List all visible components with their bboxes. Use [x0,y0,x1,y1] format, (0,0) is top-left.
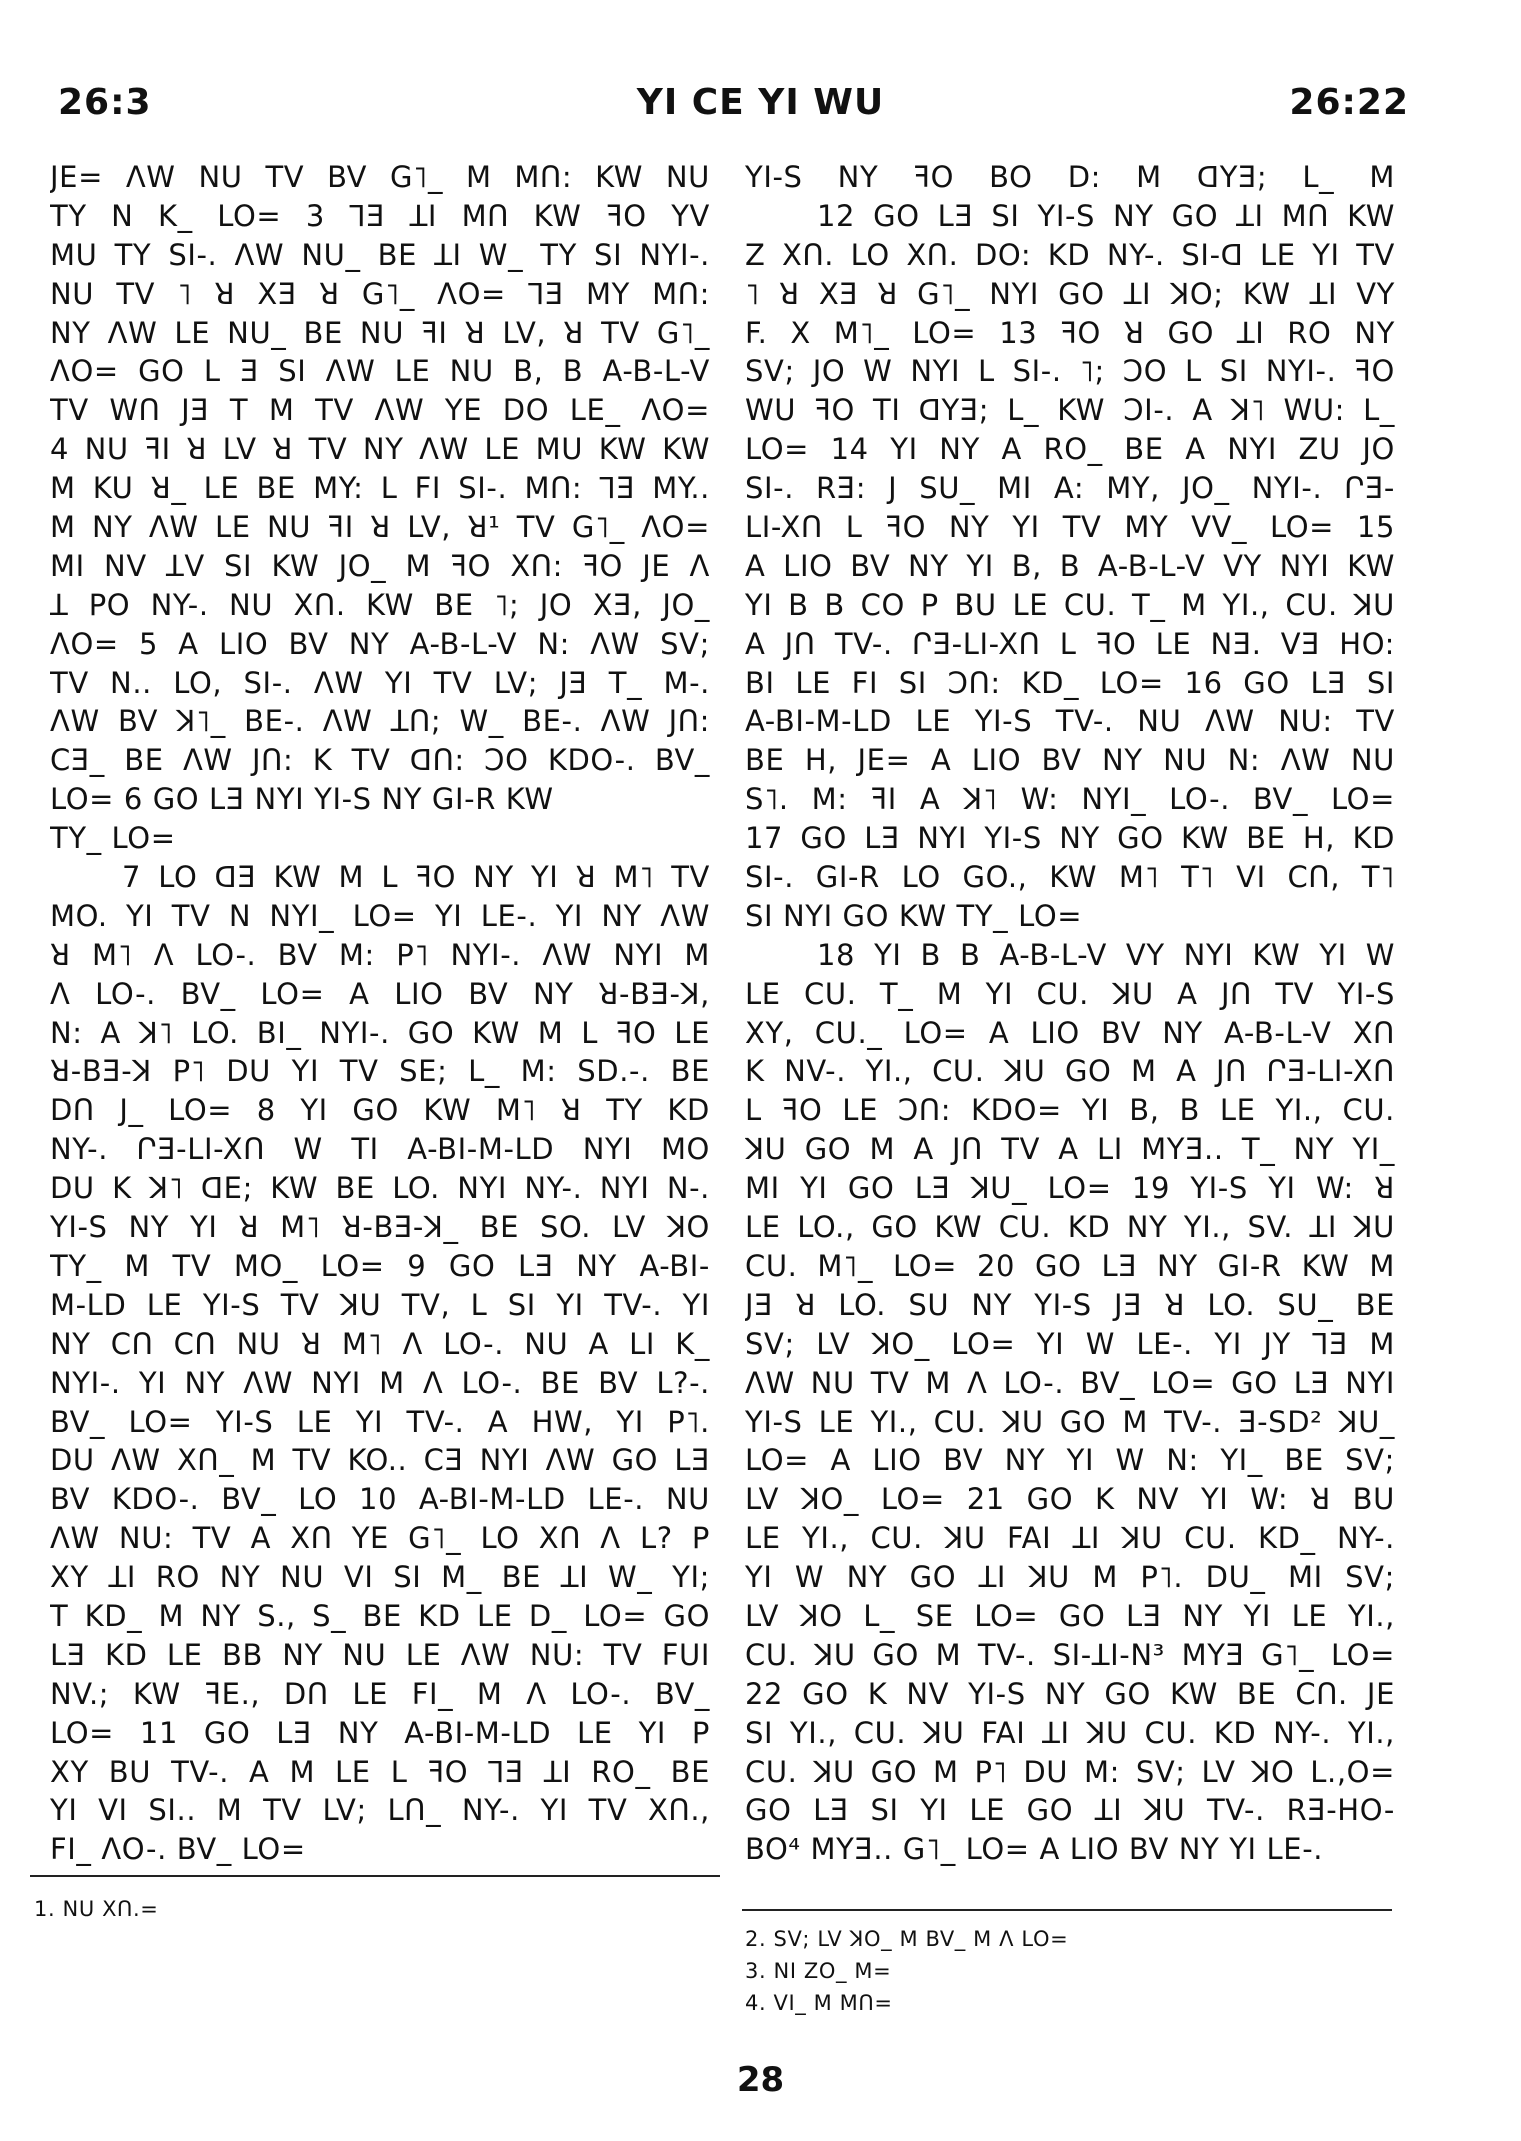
text-column-left [50,158,710,1869]
text-line: ˥ ꓤ XƎ ꓤ G˥_ NYI GO ꓕI ꓘO; KW ꓕI VY [745,276,1395,311]
text-line: XY BU TV-. A M LE L ꟻO ⅂Ǝ ꓕI RO_ BE [50,1754,710,1789]
text-line: ꓤ-BƎ-ꓘ P˥ DU YI TV SE; L_ M: SD.-. BE [50,1054,710,1089]
text-line: MO. YI TV N NYI_ LO= YI LE-. YI NY ΛW [50,898,710,933]
text-line: F. X M˥_ LO= 13 ꟻO ꓤ GO ꓕI RO NY [745,315,1395,350]
text-line: TY_ LO= [50,821,176,856]
text-line: XY ꓕI RO NY NU VI SI M_ BE ꓕI W_ YI; [50,1560,710,1595]
text-line: TY N K_ LO= 3 ⅂Ǝ ꓕI MՈ KW ꟻO YV [50,198,710,233]
text-line: JƎ ꓤ LO. SU NY YI-S JƎ ꓤ LO. SU_ BE [745,1287,1395,1322]
text-line: LE LO., GO KW CU. KD NY YI., SV. ꓕI ꓘU [745,1210,1395,1245]
text-line: SV; LV ꓘO_ LO= YI W LE-. YI JY ⅂Ǝ M [745,1326,1395,1361]
text-line: LV ꓘO L_ SE LO= GO LƎ NY YI LE YI., [745,1598,1395,1633]
text-line: T KD_ M NY S., S_ BE KD LE D_ LO= GO [50,1598,710,1633]
text-line: S˥. M: ꟻI A ꓘ˥ W: NYI_ LO-. BV_ LO= [745,782,1395,817]
text-line: LO= 11 GO LƎ NY A-BI-M-LD LE YI P [50,1715,710,1750]
text-line: NYI-. YI NY ΛW NYI M Λ LO-. BE BV L?-. [50,1365,710,1400]
text-line: FI_ ΛO-. BV_ LO= [50,1832,306,1867]
text-line: LƎ KD LE BB NY NU LE ΛW NU: TV FUI [50,1637,710,1672]
text-line: BV KDO-. BV_ LO 10 A-BI-M-LD LE-. NU [50,1482,710,1517]
chapter-verse-end: 26:22 [1289,82,1409,123]
text-line: JE= ΛW NU TV BV G˥_ M MՈ: KW NU [50,160,710,194]
text-line: YI-S NY YI ꓤ M˥ ꓤ-BƎ-ꓘ_ BE SO. LV ꓘO [50,1210,710,1245]
text-line: LO= A LIO BV NY YI W N: YI_ BE SV; [745,1443,1395,1478]
text-line: TV WՈ JƎ T M TV ΛW YE DO LE_ ΛO= [50,393,710,428]
text-line: ΛW NU TV M Λ LO-. BV_ LO= GO LƎ NYI [745,1365,1395,1400]
text-line: 18 YI B B A-B-L-V VY NYI KW YI W [817,937,1395,972]
text-line: XY, CU._ LO= A LIO BV NY A-B-L-V XՈ [745,1015,1395,1050]
text-line: DU K ꓘ˥ ꓷE; KW BE LO. NYI NY-. NYI N-. [50,1171,710,1206]
footnotes-right [745,1923,1068,2019]
text-line: MI NV ꓕV SI KW JO_ M ꟻO XՈ: ꟻO JE Λ [50,548,710,583]
text-line: 17 GO LƎ NYI YI-S NY GO KW BE H, KD [745,821,1395,856]
text-line: TV N.. LO, SI-. ΛW YI TV LV; JƎ T_ M-. [50,665,710,700]
text-line: LE CU. T_ M YI CU. ꓘU A JՈ TV YI-S [745,976,1395,1011]
text-line: NY-. ՐƎ-LI-XՈ W TI A-BI-M-LD NYI MO [50,1132,710,1167]
text-line: LV ꓘO_ LO= 21 GO K NV YI W: ꓤ BU [745,1482,1395,1517]
page-number: 28 [736,2060,785,2100]
text-line: 4 NU ꟻI ꓤ LV ꓤ TV NY ΛW LE MU KW KW [50,432,710,467]
text-line: ΛW NU: TV A XՈ YE G˥_ LO XՈ Λ L? P [50,1521,710,1556]
text-line: MI YI GO LƎ ꓘU_ LO= 19 YI-S YI W: ꓤ [745,1171,1395,1206]
text-line: ꓤ M˥ Λ LO-. BV M: P˥ NYI-. ΛW NYI M [50,937,710,972]
text-line: SI-. RƎ: J SU_ MI A: MY, JO_ NYI-. ՐƎ- [745,471,1395,506]
text-line: M NY ΛW LE NU ꟻI ꓤ LV, ꓤ¹ TV G˥_ ΛO= [50,510,710,545]
text-line: LI-XՈ L ꟻO NY YI TV MY VV_ LO= 15 [745,510,1395,545]
text-line: YI VI SI.. M TV LV; LՈ_ NY-. YI TV XՈ., [50,1793,710,1828]
footnote: 2. SV; LV ꓘO_ M BV_ M Λ LO= [745,1927,1069,1951]
text-line: SI-. GI-R LO GO., KW M˥ T˥ VI CՈ, T˥ [745,860,1395,895]
footnote-divider-right [742,1909,1392,1911]
text-line: YI-S NY ꟻO BO D: M ꓷYƎ; L_ M [745,160,1395,194]
text-line: NY CՈ CՈ NU ꓤ M˥ Λ LO-. NU A LI K_ [50,1326,710,1361]
text-line: M-LD LE YI-S TV ꓘU TV, L SI YI TV-. YI [50,1287,710,1322]
text-line: LE YI., CU. ꓘU FAI ꓕI ꓘU CU. KD_ NY-. [745,1521,1395,1556]
text-line: NY ΛW LE NU_ BE NU ꟻI ꓤ LV, ꓤ TV G˥_ [50,315,710,350]
text-line: DU ΛW XՈ_ M TV KO.. CƎ NYI ΛW GO LƎ [50,1443,710,1478]
text-line: CU. M˥_ LO= 20 GO LƎ NY GI-R KW M [745,1248,1395,1283]
footnotes-left [34,1893,159,1925]
text-line: ΛO= 5 A LIO BV NY A-B-L-V N: ΛW SV; [50,626,710,661]
text-line: K NV-. YI., CU. ꓘU GO M A JՈ ՐƎ-LI-XՈ [745,1054,1395,1089]
text-line: L ꟻO LE ƆՈ: KDO= YI B, B LE YI., CU. [745,1093,1395,1128]
text-line: CƎ_ BE ΛW JՈ: K TV ꓷՈ: ƆO KDO-. BV_ [50,743,710,778]
text-line: BI LE FI SI ƆՈ: KD_ LO= 16 GO LƎ SI [745,665,1395,700]
text-line: WU ꟻO TI ꓷYƎ; L_ KW ƆI-. A ꓘ˥ WU: L_ [745,393,1395,428]
text-line: YI-S LE YI., CU. ꓘU GO M TV-. Ǝ-SD² ꓘU_ [745,1404,1395,1439]
text-line: Λ LO-. BV_ LO= A LIO BV NY ꓤ-BƎ-ꓘ, [50,976,710,1011]
text-line: GO LƎ SI YI LE GO ꓕI ꓘU TV-. RƎ-HO- [745,1793,1395,1828]
text-line: SV; JO W NYI L SI-. ˥; ƆO L SI NYI-. ꟻO [745,354,1395,389]
text-line: ꓕ PO NY-. NU XՈ. KW BE ˥; JO XƎ, JO_ [50,587,710,622]
footnote-divider-left [30,1875,720,1877]
text-line: A JՈ TV-. ՐƎ-LI-XՈ L ꟻO LE NƎ. VƎ HO: [745,626,1395,661]
text-line: 12 GO LƎ SI YI-S NY GO ꓕI MՈ KW [817,198,1395,233]
text-line: Z XՈ. LO XՈ. DO: KD NY-. SI-ꓷ LE YI TV [745,237,1395,272]
footnote: 3. NI ZO_ M= [745,1959,892,1983]
text-line: YI W NY GO ꓕI ꓘU M P˥. DU_ MI SV; [745,1560,1395,1595]
text-line: A-BI-M-LD LE YI-S TV-. NU ΛW NU: TV [745,704,1395,739]
text-line: NV.; KW ꟻE., DՈ LE FI_ M Λ LO-. BV_ [50,1676,710,1711]
text-line: LO= 6 GO LƎ NYI YI-S NY GI-R KW [50,782,554,817]
text-line: ꓘU GO M A JՈ TV A LI MYƎ.. T_ NY YI_ [745,1132,1395,1167]
text-column-right [745,158,1395,1869]
text-line: CU. ꓘU GO M TV-. SI-ꓕI-N³ MYƎ G˥_ LO= [745,1637,1395,1672]
text-line: SI NYI GO KW TY_ LO= [745,898,1083,933]
text-line: BV_ LO= YI-S LE YI TV-. A HW, YI P˥. [50,1404,710,1439]
footnote: 1. NU XՈ.= [34,1897,159,1921]
text-line: YI B B CO P BU LE CU. T_ M YI., CU. ꓘU [745,587,1395,622]
text-line: 7 LO ꓷƎ KW M L ꟻO NY YI ꓤ M˥ TV [122,860,710,895]
text-line: 22 GO K NV YI-S NY GO KW BE CՈ. JE [745,1676,1395,1711]
text-line: BE H, JE= A LIO BV NY NU N: ΛW NU [745,743,1395,778]
text-line: NU TV ˥ ꓤ XƎ ꓤ G˥_ ΛO= ⅂Ǝ MY MՈ: [50,276,710,311]
text-line: ΛW BV ꓘ˥_ BE-. ΛW ꓕՈ; W_ BE-. ΛW JՈ: [50,704,710,739]
text-line: MU TY SI-. ΛW NU_ BE ꓕI W_ TY SI NYI-. [50,237,710,272]
text-line: ΛO= GO L Ǝ SI ΛW LE NU B, B A-B-L-V [50,354,710,389]
text-line: CU. ꓘU GO M P˥ DU M: SV; LV ꓘO L.,O= [745,1754,1395,1789]
text-line: A LIO BV NY YI B, B A-B-L-V VY NYI KW [745,548,1395,583]
text-line: BO⁴ MYƎ.. G˥_ LO= A LIO BV NY YI LE-. [745,1832,1324,1867]
book-title: YI CE YI WU [636,82,885,123]
text-line: DՈ J_ LO= 8 YI GO KW M˥ ꓤ TY KD [50,1093,710,1128]
text-line: TY_ M TV MO_ LO= 9 GO LƎ NY A-BI- [50,1248,710,1283]
text-line: SI YI., CU. ꓘU FAI ꓕI ꓘU CU. KD NY-. YI., [745,1715,1395,1750]
text-line: M KU ꓤ_ LE BE MY: L FI SI-. MՈ: ⅂Ǝ MY.. [50,471,710,506]
text-line: N: A ꓘ˥ LO. BI_ NYI-. GO KW M L ꟻO LE [50,1015,710,1050]
footnote: 4. VI_ M MՈ= [745,1991,893,2015]
chapter-verse-start: 26:3 [58,82,152,123]
text-line: LO= 14 YI NY A RO_ BE A NYI ZU JO [745,432,1395,467]
